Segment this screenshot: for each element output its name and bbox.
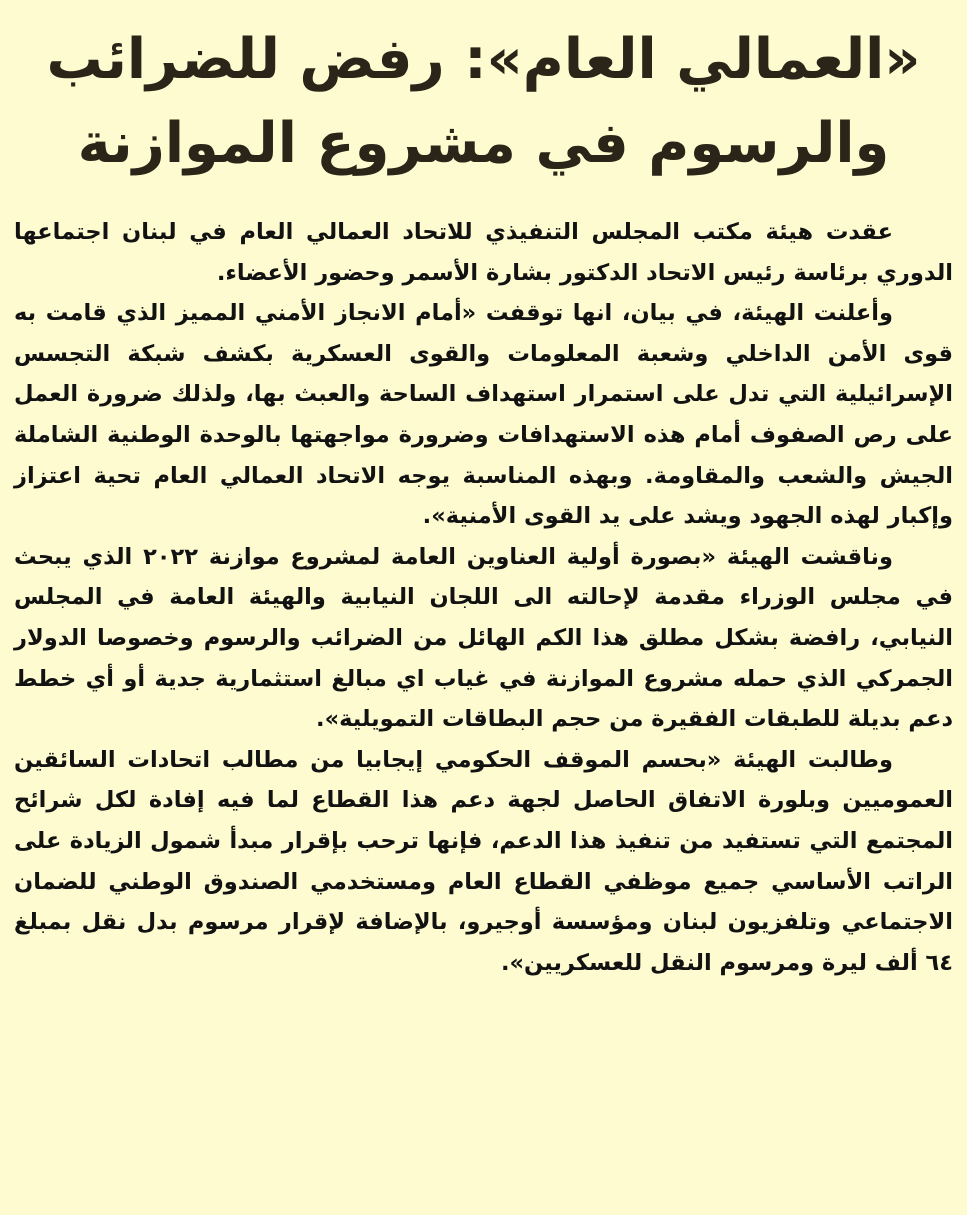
paragraph-text: وطالبت الهيئة «بحسم الموقف الحكومي إيجابيا من مطالب اتحادات السائقين العموميين وبلورة الاتفاق الحاصل لجهة دعم هذا القطاع لما فيه إفادة لكل شرائح المجتمع التي تستفيد من تنفيذ هذا الدعم، فإنها ترحب بإقرار مبدأ شمول الزيادة على الراتب الأساسي جميع موظفي القطاع العام ومستخدمي الصندوق الوطني للضمان الاجتماعي وتلفزيون لبنان ومؤسسة أوجيرو، بالإضافة لإقرار مرسوم بدل نقل بمبلغ ٦٤ ألف ليرة ومرسوم النقل للعسكريين». [14, 746, 953, 976]
paragraph-text: وناقشت الهيئة «بصورة أولية العناوين العامة لمشروع موازنة ٢٠٢٢ الذي يبحث في مجلس الوزراء مقدمة لإحالته الى اللجان النيابية والهيئة العامة في المجلس النيابي، رافضة بشكل مطلق هذا الكم الهائل من الضرائب والرسوم وخصوصا الدولار الجمركي الذي حمله مشروع الموازنة في غياب اي مبالغ استثمارية جدية أو أي خطط دعم بديلة للطبقات الفقيرة من حجم البطاقات التمويلية». [14, 543, 953, 733]
headline-line-2: والرسوم في مشروع الموازنة [77, 111, 890, 176]
paragraph-text: عقدت هيئة مكتب المجلس التنفيذي للاتحاد العمالي العام في لبنان اجتماعها الدوري برئاسة رئيس الاتحاد الدكتور بشارة الأسمر وحضور الأعضاء. [14, 219, 953, 286]
headline [14, 18, 953, 186]
paragraph-1 [14, 212, 953, 293]
article-body [14, 212, 953, 983]
paragraph-2 [14, 293, 953, 537]
headline-line-1: «العمالي العام»: رفض للضرائب [46, 27, 921, 92]
paragraph-4 [14, 740, 953, 984]
paragraph-text: وأعلنت الهيئة، في بيان، انها توقفت «أمام الانجاز الأمني المميز الذي قامت به قوى الأمن الداخلي وشعبة المعلومات والقوى العسكرية بكشف شبكة التجسس الإسرائيلية التي تدل على استمرار استهداف الساحة والعبث بها، ولذلك ضرورة العمل على رص الصفوف أمام هذه الاستهدافات وضرورة مواجهتها بالوحدة الوطنية الشاملة الجيش والشعب والمقاومة. وبهذه المناسبة يوجه الاتحاد العمالي العام تحية اعتزاز وإكبار لهذه الجهود ويشد على يد القوى الأمنية». [14, 300, 953, 530]
paragraph-3 [14, 537, 953, 740]
